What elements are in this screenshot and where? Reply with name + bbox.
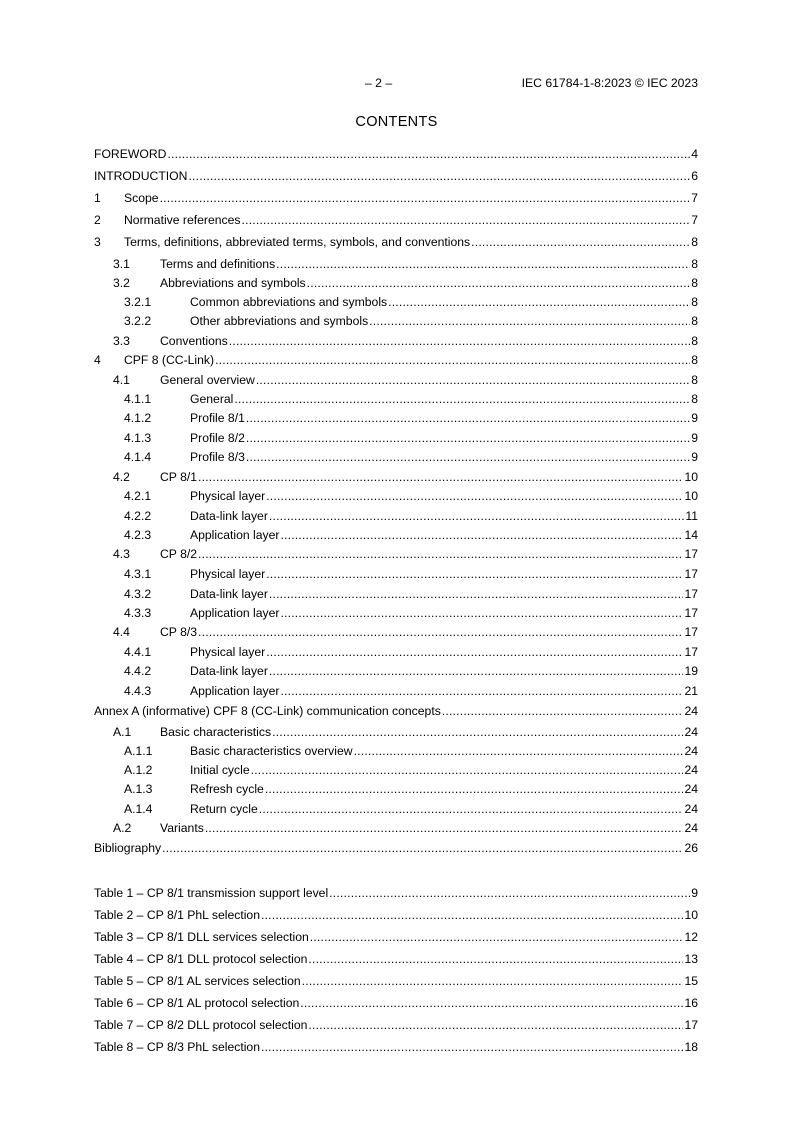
toc-entry-number: 3.2.1 (124, 295, 152, 309)
toc-entry-title: Conventions (160, 334, 228, 348)
toc-entry[interactable] (94, 841, 698, 856)
toc-entry-page: 9 (691, 450, 698, 464)
toc-entry-title: Data-link layer (190, 587, 268, 601)
toc-entry-number: 3.2 (113, 276, 130, 290)
toc-entry[interactable] (94, 314, 698, 329)
toc-entry[interactable] (94, 392, 698, 407)
toc-entry[interactable] (94, 587, 698, 602)
toc-entry-title: Annex A (informative) CPF 8 (CC-Link) communication concepts (94, 704, 441, 718)
toc-entry-page: 16 (684, 996, 698, 1010)
dot-leader (307, 276, 691, 290)
toc-entry-number: 4.3.1 (124, 567, 152, 581)
toc-entry-page: 17 (684, 606, 698, 620)
toc-entry-title: Normative references (124, 213, 241, 227)
dot-leader (167, 147, 690, 161)
table-list-entry[interactable] (94, 952, 698, 967)
toc-entry-page: 18 (684, 1040, 698, 1054)
dot-leader (369, 314, 690, 328)
toc-entry-page: 17 (684, 1018, 698, 1032)
dot-leader (272, 725, 683, 739)
toc-entry-number: 4.1.3 (124, 431, 152, 445)
toc-entry[interactable] (94, 257, 698, 272)
toc-entry-page: 8 (691, 295, 698, 309)
dot-leader (269, 664, 684, 678)
dot-leader (280, 528, 683, 542)
dot-leader (188, 169, 690, 183)
toc-entry-page: 8 (691, 257, 698, 271)
toc-entry-number: 4.4.1 (124, 645, 152, 659)
toc-entry-title: Application layer (190, 528, 280, 542)
toc-entry-page: 21 (684, 684, 698, 698)
toc-entry-title: General (190, 392, 234, 406)
toc-entry-number: 4.1.2 (124, 411, 152, 425)
dot-leader (266, 567, 683, 581)
dot-leader (242, 213, 691, 227)
toc-entry[interactable] (94, 821, 698, 836)
dot-leader (471, 235, 690, 249)
toc-entry-title: CP 8/3 (160, 625, 198, 639)
toc-entry-title: Table 4 – CP 8/1 DLL protocol selection (94, 952, 308, 966)
toc-entry[interactable] (94, 509, 698, 524)
toc-entry-number: 2 (94, 213, 101, 227)
toc-entry[interactable] (94, 450, 698, 465)
toc-entry-page: 8 (691, 373, 698, 387)
toc-entry[interactable] (94, 295, 698, 310)
toc-entry[interactable] (94, 645, 698, 660)
toc-entry-page: 8 (691, 353, 698, 367)
standard-reference: IEC 61784-1-8:2023 © IEC 2023 (521, 76, 698, 90)
table-list-entry[interactable] (94, 996, 698, 1011)
dot-leader (162, 841, 683, 855)
toc-entry-number: 4.2.2 (124, 509, 152, 523)
toc-entry-number: 1 (94, 191, 101, 205)
table-list-entry[interactable] (94, 908, 698, 923)
dot-leader (310, 930, 684, 944)
toc-entry-number: 3.2.2 (124, 314, 152, 328)
dot-leader (234, 392, 690, 406)
toc-entry-number: 4.2 (113, 470, 130, 484)
dot-leader (388, 295, 690, 309)
toc-entry[interactable] (94, 213, 698, 228)
dot-leader (215, 353, 690, 367)
toc-entry[interactable] (94, 547, 698, 562)
toc-entry-title: Other abbreviations and symbols (190, 314, 369, 328)
toc-entry-number: 4.4.2 (124, 664, 152, 678)
toc-entry-title: Return cycle (190, 802, 258, 816)
table-list-entry[interactable] (94, 886, 698, 901)
toc-entry-title: Variants (160, 821, 204, 835)
toc-entry-title: Physical layer (190, 645, 266, 659)
toc-entry[interactable] (94, 606, 698, 621)
toc-entry-page: 6 (691, 169, 698, 183)
toc-entry-page: 8 (691, 276, 698, 290)
dot-leader (198, 625, 683, 639)
toc-entry-page: 24 (684, 704, 698, 718)
toc-entry[interactable] (94, 169, 698, 184)
toc-entry[interactable] (94, 725, 698, 740)
dot-leader (269, 587, 684, 601)
toc-entry-page: 26 (684, 841, 698, 855)
toc-entry[interactable] (94, 334, 698, 349)
toc-entry[interactable] (94, 489, 698, 504)
toc-entry-page: 17 (684, 567, 698, 581)
toc-entry-title: Abbreviations and symbols (160, 276, 306, 290)
toc-entry-title: Data-link layer (190, 664, 268, 678)
dot-leader (246, 411, 690, 425)
toc-entry-number: A.1.3 (124, 782, 153, 796)
toc-entry-page: 17 (684, 645, 698, 659)
dot-leader (280, 684, 683, 698)
toc-entry-title: FOREWORD (94, 147, 167, 161)
dot-leader (198, 547, 683, 561)
toc-entry[interactable] (94, 191, 698, 206)
dot-leader (198, 470, 683, 484)
toc-entry-number: 4.2.3 (124, 528, 152, 542)
toc-entry-title: Table 3 – CP 8/1 DLL services selection (94, 930, 309, 944)
toc-entry-title: Profile 8/3 (190, 450, 245, 464)
toc-entry-number: 4.4.3 (124, 684, 152, 698)
toc-entry-title: Table 1 – CP 8/1 transmission support level (94, 886, 329, 900)
toc-entry-page: 7 (691, 213, 698, 227)
toc-entry-title: Initial cycle (190, 763, 250, 777)
toc-entry-page: 13 (684, 952, 698, 966)
dot-leader (308, 952, 683, 966)
dot-leader (256, 373, 690, 387)
dot-leader (329, 886, 690, 900)
dot-leader (269, 509, 684, 523)
toc-entry-title: Physical layer (190, 567, 266, 581)
toc-entry[interactable] (94, 353, 698, 368)
table-list-entry[interactable] (94, 1018, 698, 1033)
toc-entry-title: General overview (160, 373, 255, 387)
toc-entry[interactable] (94, 147, 698, 162)
toc-entry-number: 4.3.3 (124, 606, 152, 620)
toc-entry-number: 4.1.4 (124, 450, 152, 464)
toc-entry-title: Application layer (190, 606, 280, 620)
toc-entry-page: 9 (691, 431, 698, 445)
toc-entry[interactable] (94, 744, 698, 759)
toc-entry-page: 8 (691, 392, 698, 406)
toc-entry-number: 3 (94, 235, 101, 249)
toc-entry-page: 11 (685, 509, 698, 523)
toc-entry-number: 4.3 (113, 547, 130, 561)
toc-entry-page: 9 (691, 411, 698, 425)
toc-entry-title: Profile 8/1 (190, 411, 245, 425)
toc-entry-number: A.1.1 (124, 744, 153, 758)
toc-entry-page: 17 (684, 587, 698, 601)
toc-entry-number: A.1 (113, 725, 132, 739)
toc-entry-number: 4.1.1 (124, 392, 152, 406)
dot-leader (261, 908, 683, 922)
dot-leader (308, 1018, 683, 1032)
toc-entry[interactable] (94, 782, 698, 797)
toc-entry-number: 4 (94, 353, 101, 367)
toc-entry[interactable] (94, 664, 698, 679)
toc-entry-title: Terms and definitions (160, 257, 276, 271)
toc-entry[interactable] (94, 802, 698, 817)
dot-leader (265, 782, 684, 796)
toc-entry-page: 24 (684, 744, 698, 758)
toc-entry[interactable] (94, 625, 698, 640)
toc-entry-title: CP 8/1 (160, 470, 198, 484)
toc-entry-page: 24 (684, 763, 698, 777)
toc-entry-number: A.1.4 (124, 802, 153, 816)
toc-entry-page: 10 (684, 908, 698, 922)
dot-leader (302, 974, 684, 988)
toc-entry-title: Scope (124, 191, 159, 205)
table-list-entry[interactable] (94, 930, 698, 945)
toc-entry[interactable] (94, 470, 698, 485)
toc-entry-title: Table 5 – CP 8/1 AL services selection (94, 974, 301, 988)
toc-entry-number: 4.4 (113, 625, 130, 639)
dot-leader (280, 606, 683, 620)
toc-entry-page: 17 (684, 625, 698, 639)
toc-entry-title: CPF 8 (CC-Link) (124, 353, 215, 367)
toc-entry[interactable] (94, 235, 698, 250)
toc-entry-title: Refresh cycle (190, 782, 264, 796)
toc-entry-title: Application layer (190, 684, 280, 698)
table-list-entry[interactable] (94, 974, 698, 989)
dot-leader (246, 431, 690, 445)
toc-entry-page: 7 (691, 191, 698, 205)
toc-entry-title: Table 6 – CP 8/1 AL protocol selection (94, 996, 300, 1010)
toc-entry-number: 4.2.1 (124, 489, 152, 503)
toc-entry-number: 3.1 (113, 257, 130, 271)
toc-entry[interactable] (94, 763, 698, 778)
toc-entry-page: 4 (691, 147, 698, 161)
toc-entry-page: 14 (684, 528, 698, 542)
toc-entry-page: 8 (691, 334, 698, 348)
toc-entry-title: Bibliography (94, 841, 162, 855)
toc-entry[interactable] (94, 431, 698, 446)
dot-leader (229, 334, 690, 348)
toc-entry-number: A.1.2 (124, 763, 153, 777)
toc-entry-title: Table 8 – CP 8/3 PhL selection (94, 1040, 260, 1054)
dot-leader (261, 1040, 683, 1054)
toc-entry-title: Common abbreviations and symbols (190, 295, 388, 309)
dot-leader (354, 744, 684, 758)
toc-entry-title: Profile 8/2 (190, 431, 245, 445)
toc-entry-page: 8 (691, 314, 698, 328)
table-list-entry[interactable] (94, 1040, 698, 1055)
dot-leader (251, 763, 684, 777)
toc-entry-page: 24 (684, 782, 698, 796)
toc-entry-title: INTRODUCTION (94, 169, 188, 183)
toc-entry-title: Terms, definitions, abbreviated terms, symbols, and conventions (124, 235, 471, 249)
toc-entry[interactable] (94, 684, 698, 699)
toc-entry[interactable] (94, 704, 698, 719)
toc-entry-page: 9 (691, 886, 698, 900)
dot-leader (266, 489, 683, 503)
dot-leader (246, 450, 690, 464)
dot-leader (442, 704, 684, 718)
toc-entry-title: Table 7 – CP 8/2 DLL protocol selection (94, 1018, 308, 1032)
toc-entry-title: CP 8/2 (160, 547, 198, 561)
toc-entry-number: 4.1 (113, 373, 130, 387)
toc-entry-title: Table 2 – CP 8/1 PhL selection (94, 908, 260, 922)
dot-leader (276, 257, 690, 271)
dot-leader (205, 821, 684, 835)
dot-leader (160, 191, 691, 205)
page-number: – 2 – (365, 76, 393, 90)
toc-entry-page: 17 (684, 547, 698, 561)
dot-leader (300, 996, 683, 1010)
toc-entry-number: A.2 (113, 821, 132, 835)
toc-entry[interactable] (94, 528, 698, 543)
toc-entry-page: 10 (684, 489, 698, 503)
dot-leader (266, 645, 683, 659)
contents-title: CONTENTS (355, 114, 438, 130)
toc-entry-page: 24 (684, 802, 698, 816)
toc-entry[interactable] (94, 411, 698, 426)
toc-entry-title: Basic characteristics (160, 725, 272, 739)
toc-entry-title: Physical layer (190, 489, 266, 503)
toc-entry-number: 3.3 (113, 334, 130, 348)
toc-entry[interactable] (94, 567, 698, 582)
toc-entry-page: 24 (684, 725, 698, 739)
toc-entry-page: 19 (684, 664, 698, 678)
dot-leader (259, 802, 684, 816)
toc-entry-number: 4.3.2 (124, 587, 152, 601)
page-header (94, 76, 698, 92)
toc-entry[interactable] (94, 373, 698, 388)
toc-entry-title: Data-link layer (190, 509, 268, 523)
toc-entry-page: 8 (691, 235, 698, 249)
toc-entry-page: 24 (684, 821, 698, 835)
toc-entry-title: Basic characteristics overview (190, 744, 353, 758)
toc-entry-page: 10 (684, 470, 698, 484)
toc-entry-page: 12 (684, 930, 698, 944)
toc-entry[interactable] (94, 276, 698, 291)
toc-entry-page: 15 (684, 974, 698, 988)
